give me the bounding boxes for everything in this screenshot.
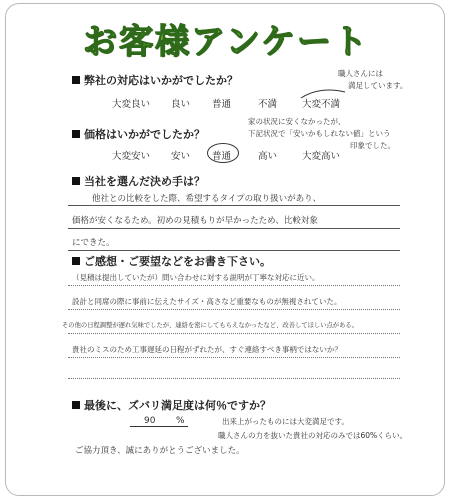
answer-rule — [68, 228, 400, 229]
answer-rule — [68, 309, 400, 310]
bullet-square-icon — [72, 76, 80, 84]
bullet-square-icon — [72, 401, 80, 409]
question-decision — [72, 173, 205, 189]
selection-check-mark-icon — [295, 86, 351, 108]
note-satisfaction-2: 職人さんの力を抜いた貴社の対応のみでは60%くらい。 — [218, 431, 408, 440]
answer-rule — [68, 333, 400, 334]
option-price-very-expensive[interactable]: 大変高い — [302, 151, 341, 162]
option-price-expensive[interactable]: 高い — [258, 151, 278, 162]
answer-rule — [68, 285, 400, 286]
option-service-dissatisfied[interactable]: 不満 — [258, 99, 278, 110]
answer-rule — [68, 378, 400, 379]
page-title: お客様アンケート — [83, 22, 369, 62]
option-price-normal[interactable]: 普通 — [212, 151, 232, 162]
answer-rule — [68, 205, 400, 206]
question-service — [72, 72, 238, 88]
question-decision-label: 当社を選んだ決め手は？ — [84, 175, 205, 188]
note-service-2: 満足しています。 — [348, 81, 408, 90]
satisfaction-unit: % — [176, 416, 185, 426]
option-price-cheap[interactable]: 安い — [171, 151, 191, 162]
bullet-square-icon — [72, 257, 80, 265]
answer-feedback-line-2: 設計と同席の際に事前に伝えたサイズ・高さなど重要なものが無視されていた。 — [72, 297, 342, 306]
option-service-very-good[interactable]: 大変良い — [112, 99, 151, 110]
option-service-good[interactable]: 良い — [171, 99, 191, 110]
option-service-very-dissatisfied[interactable]: 大変不満 — [302, 99, 341, 110]
question-price — [72, 126, 205, 142]
note-price-3: 印象でした。 — [350, 141, 395, 150]
satisfaction-input-line — [130, 426, 188, 427]
answer-feedback-line-1: （見積は提出していたが）問い合わせに対する説明が丁寧な対応に近い。 — [72, 273, 320, 282]
answer-decision-line-1: 他社との比較をした際、希望するタイプの取り扱いがあり、 — [92, 194, 322, 204]
note-price-1: 家の状況に安くなかったが、 — [248, 117, 346, 126]
question-satisfaction-label: 最後に、ズバリ満足度は何％ですか？ — [84, 399, 271, 412]
note-satisfaction-1: 出来上がったものには大変満足です。 — [222, 417, 349, 426]
question-feedback — [72, 253, 271, 269]
question-price-label: 価格はいかがでしたか？ — [84, 128, 205, 141]
question-satisfaction — [72, 397, 271, 413]
question-service-label: 弊社の対応はいかがでしたか？ — [84, 74, 238, 87]
answer-feedback-line-4: 貴社のミスのため工事遅延の日程がずれたが、すぐ連絡すべき事柄ではないか？ — [72, 345, 342, 354]
option-service-normal[interactable]: 普通 — [212, 99, 232, 110]
thank-you-message: ご協力頂き、誠にありがとうございました。 — [75, 446, 245, 456]
option-price-very-cheap[interactable]: 大変安い — [112, 151, 151, 162]
satisfaction-value[interactable]: 90 — [144, 416, 156, 426]
selected-option-circle — [207, 143, 239, 163]
answer-rule — [68, 357, 400, 358]
note-service-1: 職人さんには — [338, 69, 383, 78]
bullet-square-icon — [72, 177, 80, 185]
note-price-2: 下記状況で「安いかもしれない値」という — [248, 129, 391, 138]
answer-feedback-line-3: その他の日程調整が遅れ気味でしたが、連絡を密にしてもらえなかったなど、改善してほしい点がある。 — [62, 322, 358, 329]
answer-decision-line-2: 価格が安くなるため。初めの見積もりが早かったため、比較対象 — [72, 216, 318, 226]
answer-rule — [68, 250, 400, 251]
bullet-square-icon — [72, 130, 80, 138]
question-feedback-label: ご感想・ご要望などをお書き下さい。 — [84, 255, 271, 268]
answer-decision-line-3: にできた。 — [72, 238, 115, 248]
